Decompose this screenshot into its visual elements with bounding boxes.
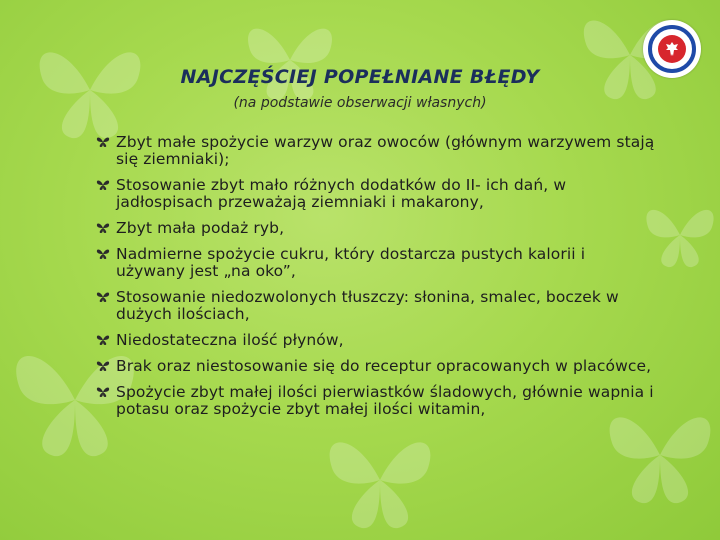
butterfly-decoration — [300, 420, 460, 540]
butterfly-icon — [96, 222, 110, 234]
list-item-text: Stosowanie niedozwolonych tłuszczy: słonina, smalec, boczek w dużych ilościach, — [116, 288, 619, 323]
list-item-text: Spożycie zbyt małej ilości pierwiastków śladowych, głównie wapnia i potasu oraz spożycie zbyt małej ilości witamin, — [116, 383, 654, 418]
list-item — [96, 220, 656, 237]
page-title: NAJCZĘŚCIEJ POPEŁNIANE BŁĘDY — [180, 66, 540, 88]
butterfly-icon — [96, 136, 110, 148]
butterfly-icon — [96, 334, 110, 346]
list-item-text: Brak oraz niestosowanie się do receptur opracowanych w placówce, — [116, 357, 652, 375]
page-subtitle: (na podstawie obserwacji własnych) — [233, 95, 487, 111]
butterfly-icon — [96, 291, 110, 303]
eagle-icon — [665, 41, 679, 57]
list-item — [96, 177, 656, 211]
list-item — [96, 384, 656, 418]
butterfly-icon — [96, 179, 110, 191]
butterfly-icon — [96, 360, 110, 372]
list-item — [96, 358, 656, 375]
list-item-text: Zbyt małe spożycie warzyw oraz owoców (głównym warzywem stają się ziemniaki); — [116, 133, 655, 168]
list-item-text: Stosowanie zbyt mało różnych dodatków do II- ich dań, w jadłospisach przeważają ziemniaki i makarony, — [116, 176, 567, 211]
list-item — [96, 246, 656, 280]
butterfly-icon — [96, 386, 110, 398]
list-item-text: Zbyt mała podaż ryb, — [116, 219, 285, 237]
list-item — [96, 332, 656, 349]
butterfly-decoration — [20, 30, 160, 150]
list-item — [96, 134, 656, 168]
list-item — [96, 289, 656, 323]
butterfly-icon — [96, 248, 110, 260]
bullet-list — [96, 134, 656, 427]
list-item-text: Nadmierne spożycie cukru, który dostarcza pustych kalorii i używany jest „na oko”, — [116, 245, 586, 280]
list-item-text: Niedostateczna ilość płynów, — [116, 331, 344, 349]
